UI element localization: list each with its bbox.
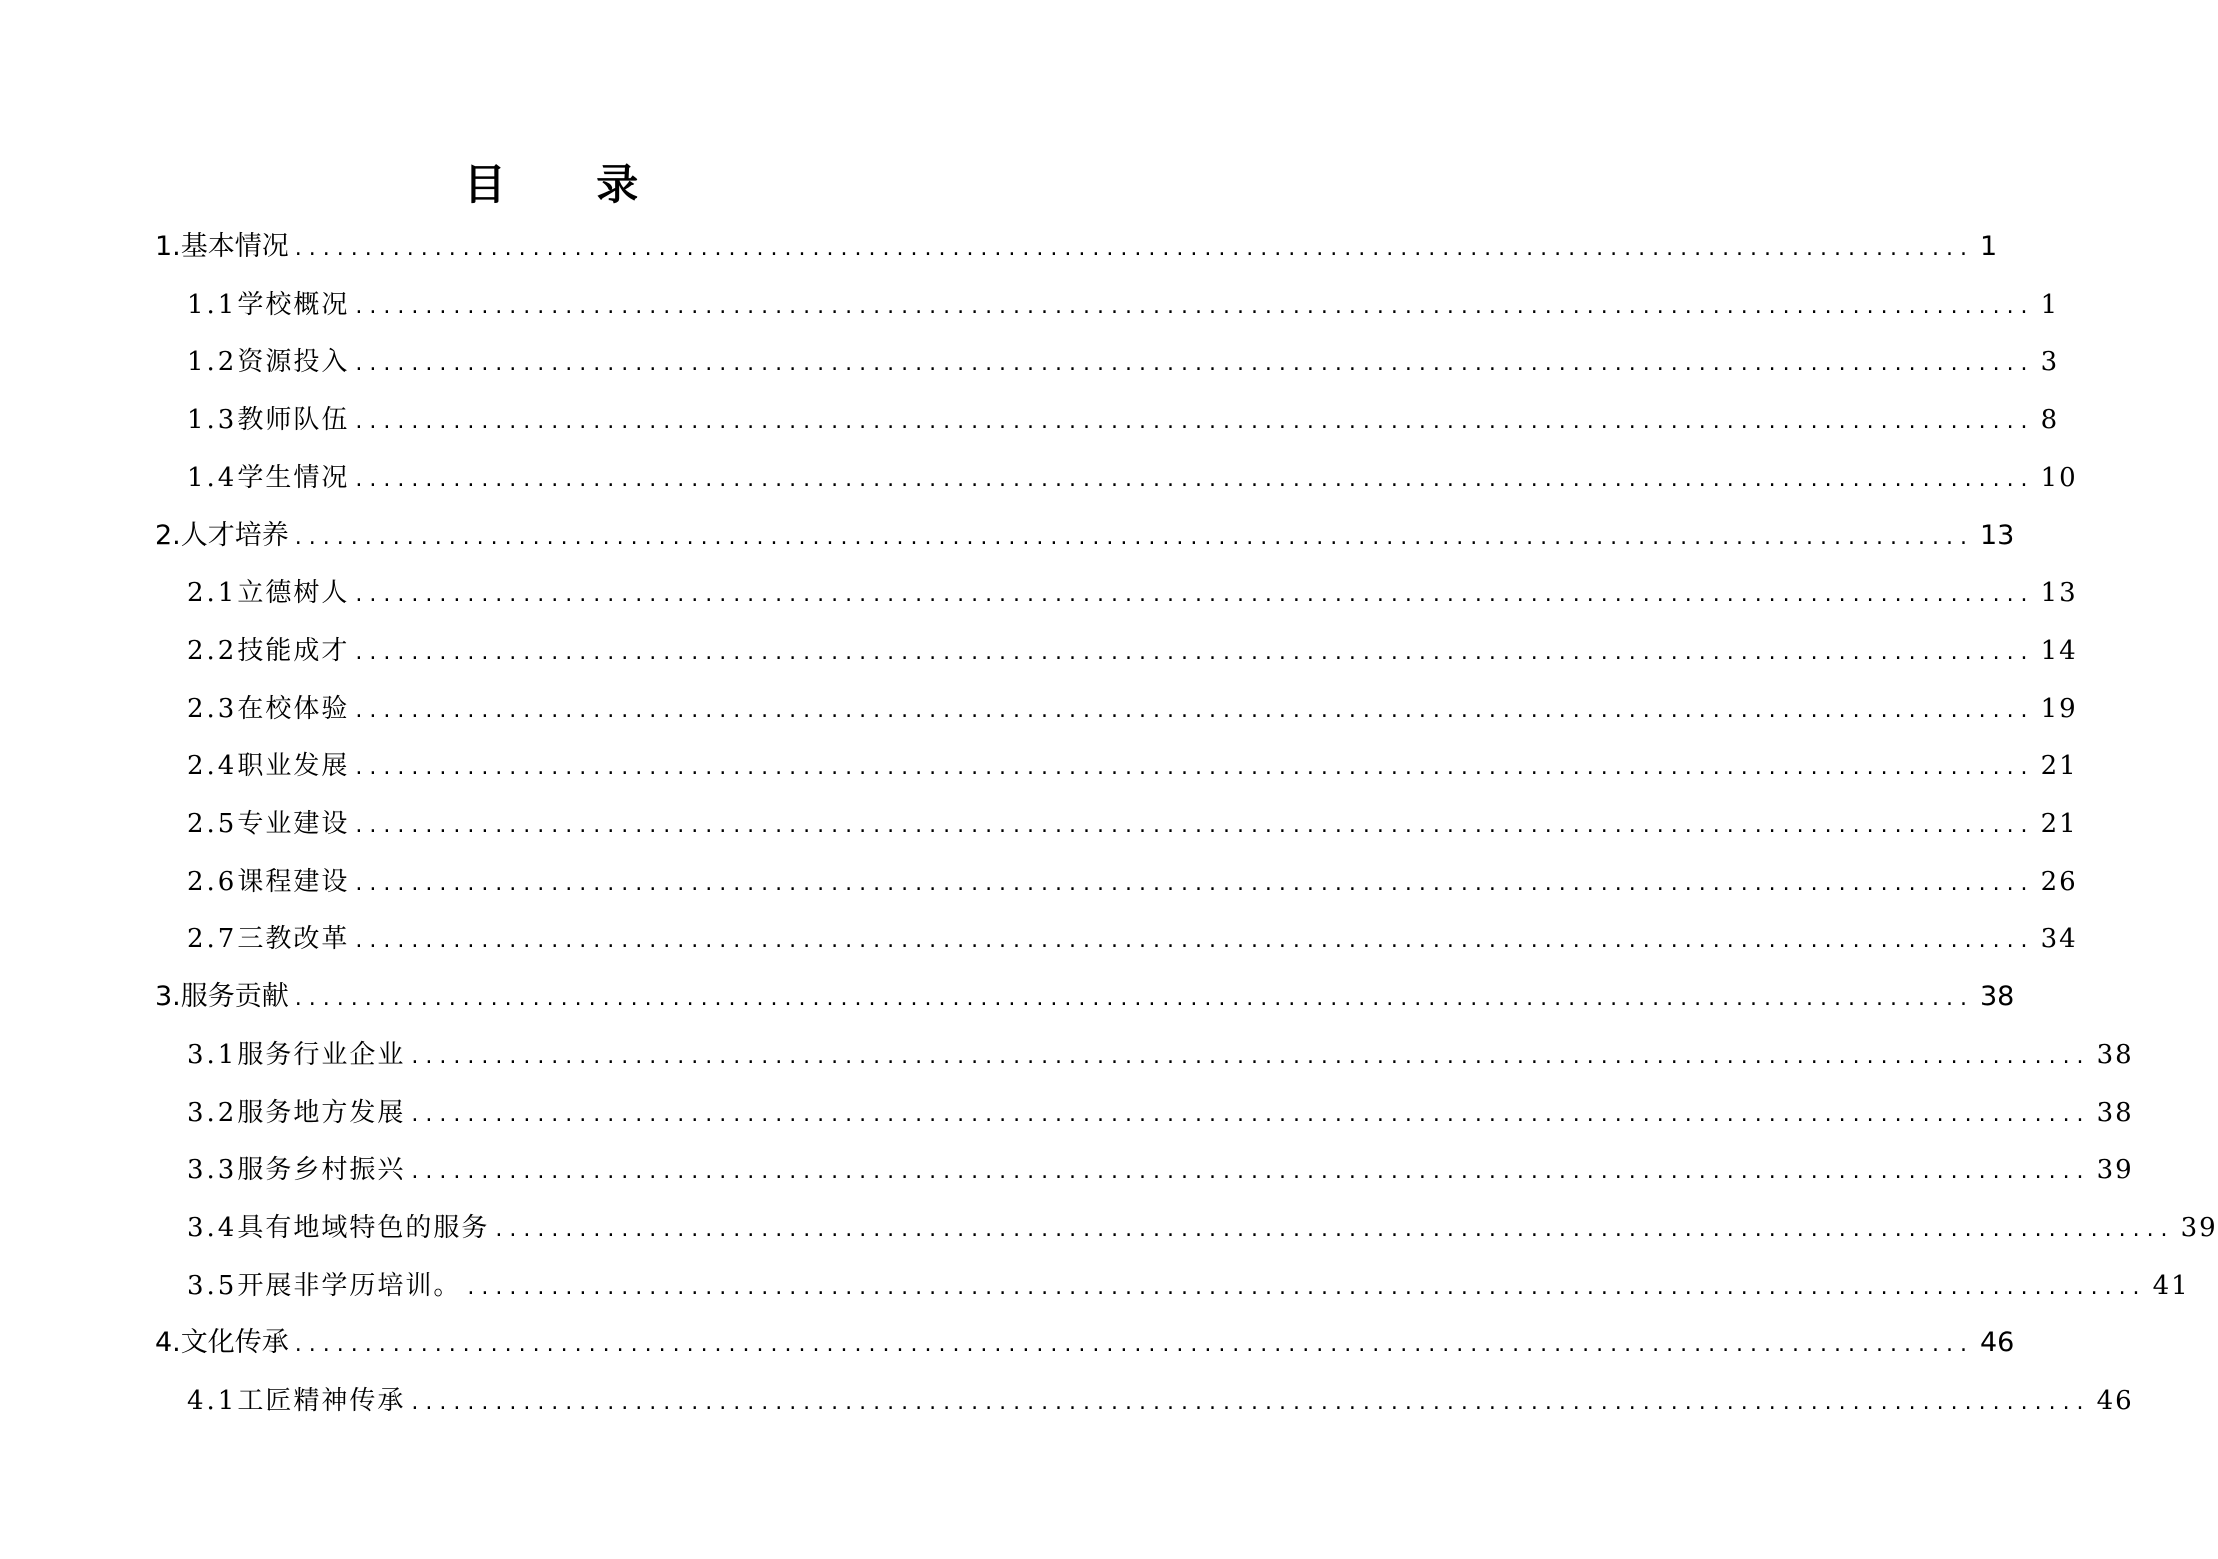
toc-entry-page: 1 [2040, 290, 2060, 320]
toc-entry-number: 2.2 [187, 636, 238, 666]
toc-dot-leader: ........................................................................................................................ [355, 755, 2035, 780]
toc-entry-label: 学校概况 [237, 290, 350, 320]
toc-entry-number: 2. [155, 520, 181, 551]
toc-entry-page: 39 [2180, 1213, 2218, 1243]
toc-entry[interactable] [187, 746, 2078, 786]
toc-entry-page: 38 [2096, 1040, 2134, 1070]
toc-dot-leader: ........................................................................................................................ [355, 582, 2035, 607]
toc-entry[interactable] [155, 1323, 2015, 1363]
toc-entry[interactable] [187, 1266, 2190, 1306]
toc-dot-leader: ........................................................................................................................ [355, 640, 2035, 665]
toc-dot-leader: ........................................................................................................................ [411, 1102, 2091, 1127]
toc-entry-number: 2.3 [187, 694, 238, 724]
toc-entry-page: 41 [2152, 1271, 2190, 1301]
toc-dot-leader: ........................................................................................................................ [411, 1390, 2091, 1415]
toc-entry-label: 专业建设 [237, 809, 350, 839]
toc-entry[interactable] [187, 1093, 2134, 1133]
toc-entry-label: 人才培养 [180, 520, 289, 551]
toc-entry[interactable] [187, 919, 2078, 959]
toc-entry[interactable] [187, 862, 2078, 902]
toc-entry[interactable] [155, 516, 2015, 556]
toc-entry-page: 39 [2096, 1155, 2134, 1185]
toc-dot-leader: ........................................................................................................................ [411, 1159, 2091, 1184]
toc-entry-page: 10 [2040, 463, 2078, 493]
toc-entry-number: 1.1 [187, 290, 238, 320]
toc-entry[interactable] [187, 1381, 2134, 1421]
toc-entry-number: 3.4 [187, 1213, 238, 1243]
toc-entry-label: 立德树人 [237, 578, 350, 608]
toc-dot-leader: ........................................................................................................................ [294, 525, 1974, 550]
toc-entry[interactable] [187, 400, 2060, 440]
toc-entry-label: 学生情况 [237, 463, 350, 493]
toc-entry-number: 2.1 [187, 578, 238, 608]
toc-dot-leader: ........................................................................................................................ [467, 1275, 2147, 1300]
toc-entry-page: 34 [2040, 924, 2078, 954]
toc-entry-label: 服务乡村振兴 [237, 1155, 406, 1185]
toc-entry[interactable] [187, 1035, 2134, 1075]
toc-entry-number: 2.7 [187, 924, 238, 954]
toc-entry-label: 基本情况 [180, 231, 289, 262]
toc-entry[interactable] [187, 689, 2078, 729]
toc-dot-leader: ........................................................................................................................ [355, 871, 2035, 896]
toc-dot-leader: ........................................................................................................................ [411, 1044, 2091, 1069]
toc-entry-number: 3.2 [187, 1098, 238, 1128]
toc-entry[interactable] [155, 977, 2015, 1017]
toc-entry-label: 技能成才 [237, 636, 350, 666]
toc-entry[interactable] [187, 1208, 2218, 1248]
toc-entry-label: 服务行业企业 [237, 1040, 406, 1070]
toc-dot-leader: ........................................................................................................................ [355, 467, 2035, 492]
toc-entry-page: 19 [2040, 694, 2078, 724]
toc-entry-page: 38 [1979, 981, 2015, 1012]
toc-entry-page: 14 [2040, 636, 2078, 666]
toc-entry-label: 开展非学历培训。 [237, 1271, 462, 1301]
toc-entry-page: 21 [2040, 809, 2078, 839]
toc-entry-label: 课程建设 [237, 867, 350, 897]
toc-entry-page: 1 [1979, 231, 1998, 262]
toc-entry-label: 在校体验 [237, 694, 350, 724]
toc-entry[interactable] [187, 631, 2078, 671]
toc-entry-page: 46 [1979, 1327, 2015, 1358]
toc-entry-number: 2.4 [187, 751, 238, 781]
toc-dot-leader: ........................................................................................................................ [355, 294, 2035, 319]
toc-dot-leader: ........................................................................................................................ [355, 351, 2035, 376]
toc-entry-page: 46 [2096, 1386, 2134, 1416]
toc-entry-number: 3.3 [187, 1155, 238, 1185]
toc-entry-label: 教师队伍 [237, 405, 350, 435]
toc-dot-leader: ........................................................................................................................ [355, 409, 2035, 434]
toc-entry-number: 1.4 [187, 463, 238, 493]
toc-entry-page: 3 [2040, 347, 2060, 377]
toc-dot-leader: ........................................................................................................................ [294, 236, 1974, 261]
toc-entry[interactable] [187, 1150, 2134, 1190]
toc-dot-leader: ........................................................................................................................ [294, 1332, 1974, 1357]
toc-entry-page: 26 [2040, 867, 2078, 897]
toc-entry-page: 8 [2040, 405, 2060, 435]
toc-entry-label: 工匠精神传承 [237, 1386, 406, 1416]
toc-entry[interactable] [187, 804, 2078, 844]
toc-entry-page: 21 [2040, 751, 2078, 781]
toc-dot-leader: ........................................................................................................................ [355, 928, 2035, 953]
toc-entry-number: 4. [155, 1327, 181, 1358]
toc-entry-label: 服务地方发展 [237, 1098, 406, 1128]
toc-entry-number: 1. [155, 231, 181, 262]
toc-entry-label: 三教改革 [237, 924, 350, 954]
toc-dot-leader: ........................................................................................................................ [355, 698, 2035, 723]
toc-entry-number: 3.1 [187, 1040, 238, 1070]
toc-entry-number: 3. [155, 981, 181, 1012]
toc-dot-leader: ........................................................................................................................ [495, 1217, 2175, 1242]
toc-entry-number: 4.1 [187, 1386, 238, 1416]
toc-entry-number: 2.6 [187, 867, 238, 897]
toc-entry[interactable] [187, 573, 2078, 613]
toc-entry[interactable] [187, 458, 2078, 498]
toc-entry-label: 资源投入 [237, 347, 350, 377]
toc-entry-page: 13 [2040, 578, 2078, 608]
toc-entry-label: 文化传承 [180, 1327, 289, 1358]
toc-entry[interactable] [187, 342, 2060, 382]
page-title: 目 录 [463, 160, 677, 209]
toc-entry[interactable] [187, 285, 2060, 325]
toc-entry-label: 服务贡献 [180, 981, 289, 1012]
toc-entry-page: 38 [2096, 1098, 2134, 1128]
toc-entry-number: 3.5 [187, 1271, 238, 1301]
toc-entry-number: 1.3 [187, 405, 238, 435]
toc-entry-number: 1.2 [187, 347, 238, 377]
toc-dot-leader: ........................................................................................................................ [355, 813, 2035, 838]
toc-entry-label: 具有地域特色的服务 [237, 1213, 490, 1243]
toc-dot-leader: ........................................................................................................................ [294, 986, 1974, 1011]
toc-entry[interactable] [155, 227, 1998, 267]
toc-entry-label: 职业发展 [237, 751, 350, 781]
toc-entry-number: 2.5 [187, 809, 238, 839]
toc-entry-page: 13 [1979, 520, 2015, 551]
